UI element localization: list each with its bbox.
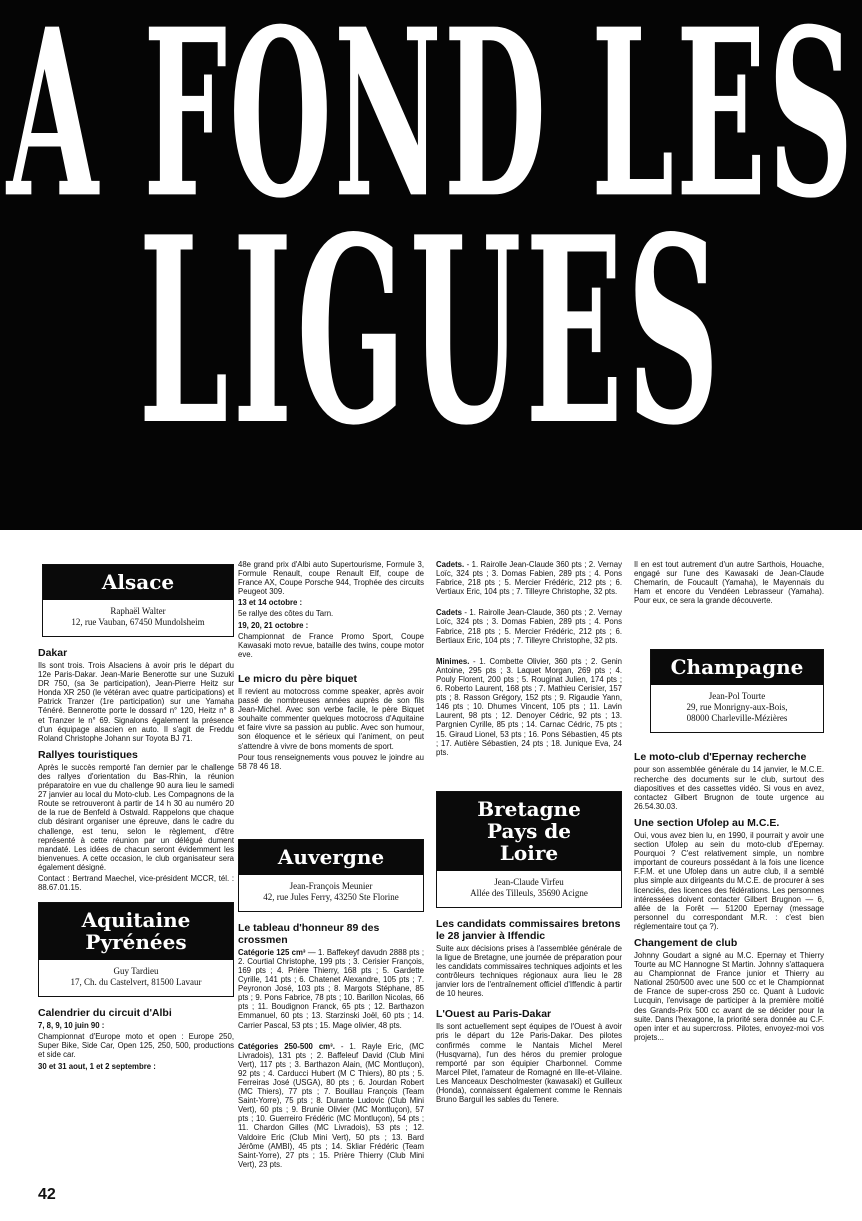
- contact-name: Jean-Claude Virfeu: [494, 876, 564, 887]
- column-2: [238, 560, 424, 1200]
- category-label: Catégorie 125 cm³: [238, 947, 306, 957]
- article-title: Rallyes touristiques: [38, 748, 138, 761]
- article-text: Oui, vous avez bien lu, en 1990, il pourrait y avoir une section Ufolep au sein du moto-club d'Epernay. Pourquoi ? C'est relativement simple, un nombre important de coureurs possédant à la fois une licence F.F.M. et une Ufolep dans un autre club, il a semblé plus simple aux dirigeants du M.C.E. de procurer à ses licenciés, des licences des fédérations. Les personnes intéressées doivent contacter Gilbert Brugnon — 6, allée de la Forêt — 51200 Epernay (message personnel du correspondant M.R. : c'est bien réglementaire tout ça ?).: [634, 830, 824, 931]
- category-label: Minimes.: [436, 656, 470, 666]
- article-title: Le tableau d'honneur 89 des crossmen: [238, 921, 380, 946]
- article-title: Dakar: [38, 647, 68, 659]
- calendar-date: 13 et 14 octobre :: [238, 598, 303, 608]
- calendar-text: 48e grand prix d'Albi auto Supertourisme, Formule 3, Formule Renault, coupe Renault Elf, coupe de France AX, Coupe Porsche 944, Trophée des circuits Peugeot 309.: [238, 560, 424, 597]
- ranking-text: [436, 560, 622, 596]
- column-1: [38, 560, 234, 1200]
- contact-address: 12, rue Vauban, 67450 Mundolsheim: [71, 617, 205, 627]
- article-title: Le moto-club d'Epernay recherche: [634, 751, 807, 764]
- category-label: Cadets.: [436, 560, 465, 569]
- article-text: pour son assemblée générale du 14 janvier, le M.C.E. recherche des documents sur le club, surtout des diapositives et des cassettes vidéo. Si vous en avez, contactez Gilbert Brugnon de toute urgence au 26.54.30.03.: [634, 765, 824, 811]
- contact-address: Allée des Tilleuls, 35690 Acigne: [470, 887, 588, 898]
- calendar-date: 19, 20, 21 octobre :: [238, 620, 309, 630]
- article-title: L'Ouest au Paris-Dakar: [436, 1008, 552, 1021]
- ranking-text: [436, 657, 622, 757]
- article-text: Après le succès remporté l'an dernier par le challenge des rallyes d'orientation du Bas-Rhin, la réunion préparatoire en vue du challenge 90 aura lieu le samedi 27 janvier au local du Moto-club. Les Compagnons de la Route se retrouveront à partir de 14 h 30 au numéro 20 de la rue de Benfeld à Ostwald. Rappelons que chaque club désirant organiser une épreuve, dans le cadre du challenge, est tenu, selon le règlement, d'être représenté à cette réunion par un délégué dument mandaté. Les idées de chacun seront évidemment les bienvenues. A cette occasion, le club organisateur sera également désigné.: [38, 762, 234, 872]
- article-text: Ils sont trois. Trois Alsaciens à avoir pris le départ du 12e Paris-Dakar. Jean-Marie Benerotte sur une Suzuki DR 750, (sa 3e participation), Jean-Pierre Heitz sur Honda XR 250 (le vétéran avec quatre participations) et Patrick Tranzer (1re participation) sur une Yamaha Ténéré. Bennerotte porte le dossard n° 120, Heitz n° 8 et Tranzer le n° 69. Signalons également la présence d'un équipage alsacien en auto. Il s'agit de Freddu Roland Christophe Johann sur Toyota BJ 71.: [38, 661, 234, 743]
- region-heading-bretagne: Bretagne Pays de Loire: [437, 792, 621, 871]
- page-number: 42: [38, 1186, 56, 1203]
- article-text: Il en est tout autrement d'un autre Sarthois, Houache, engagé sur l'une des Kawasaki de Jean-Claude Chemarin, de Foucault (Yamaha), le Mayennais du Ham et encore du Vendéen Lebrasseur (Yamaha). Pour eux, ce sera la grande découverte.: [634, 560, 824, 606]
- category-ranking: - 1. Combette Olivier, 360 pts ; 2. Genin Antoine, 295 pts ; 3. Laquet Morgan, 269 pts ; 4. Pouly Florent, 200 pts ; 5. Rouginat Julien, 174 pts ; 6. Roberto Laurent, 168 pts ; 7. Mathieu Cerisier, 157 pts ; 8. Rasson Grégory, 152 pts ; 9. Rigaudie Yann, 146 pts ; 10. Dhumes Vincent, 105 pts ; 11. Lavin Laurent, 98 pts ; 12. Denoyer Cédric, 92 pts ; 13. Pargnien Cyrille, 85 pts ; 14. Carnac Cédric, 75 pts ; 15. Giraud Lionel, 53 pts ; 16. Pons Sébastien, 45 pts ; 17. Autière Sébastien, 24 pts ; 18. Junique Eva, 24 pts.: [436, 656, 622, 757]
- ranking-text: [238, 948, 424, 1030]
- calendar-text: Championnat de France Promo Sport, Coupe Kawasaki moto revue, bataille des twins, coupe motor eve.: [238, 631, 424, 659]
- champagne-box: [650, 649, 824, 733]
- banner-title-line-2: LIGUES: [138, 183, 724, 483]
- banner-title-line-1: A FOND LES: [6, 0, 856, 250]
- champagne-contact: [651, 685, 823, 732]
- calendar-date: 30 et 31 aout, 1 et 2 septembre :: [38, 1061, 156, 1071]
- article-title: Une section Ufolep au M.C.E.: [634, 816, 780, 829]
- calendar-date: 7, 8, 9, 10 juin 90 :: [38, 1021, 105, 1031]
- article-title: Calendrier du circuit d'Albi: [38, 1007, 172, 1020]
- bretagne-box: [436, 791, 622, 908]
- article-text: Ils sont actuellement sept équipes de l'Ouest à avoir pris le départ du 12e Paris-Dakar. Des pilotes confirmés comme le Nantais Michel Merel (Husqvarna), l'un des héros du premier prologue remporté par son équipier Charbonnel. Comme Marcel Pilet, l'amateur de Romagné en Ille-et-Vilaine. Les Manceaux Descholmester (kawasaki) et Guilleux (Honda), connaissent également comme le Rennais Bruno Barguil les sables du Tenere.: [436, 1022, 622, 1105]
- article-text: Il revient au motocross comme speaker, après avoir passé de nombreuses années auprès de son fils Jean-Michel. Avec son verbe facile, le père Biquet souhaite commenter quelques motocross d'Aquitaine et faire vivre sa passion au public. Avec son humour, son éloquence et le sérieux qui l'animent, on peut s'attendre à vivre de bons moments de sport.: [238, 686, 424, 751]
- calendar-text: 5e rallye des côtes du Tarn.: [238, 609, 334, 619]
- article-title: Le micro du père biquet: [238, 672, 358, 685]
- article-title: Les candidats commissaires bretons le 28 janvier à Iffendic: [436, 917, 621, 942]
- region-heading-champagne: Champagne: [651, 650, 823, 685]
- category-ranking: - 1. Rairolle Jean-Claude, 360 pts ; 2. Vernay Loïc, 324 pts ; 3. Domas Fabien, 289 pts ; 4. Pons Fabrice, 218 pts ; 5. Mercier Frédéric, 212 pts ; 6. Bertiaux Eric, 104 pts ; 7. Tilleyre Christophe, 32 pts.: [436, 608, 622, 645]
- ranking-text: [238, 1042, 424, 1169]
- column-3: [436, 560, 622, 1200]
- bretagne-contact: [437, 871, 621, 907]
- contact-name: Jean-François Meunier: [289, 880, 373, 891]
- article-text: Johnny Goudart a signé au M.C. Epernay et Thierry Tourte au MC Hannogne St Martin. Johnny s'attaquera au Championnat de France junior et Thierry au National 250/500 avec une 500 cc et le Championnat de France de super-cross 250 cc. Quant à Ludovic Lucquin, l'envisage de participer à la première moitié des Grands-Prix 500 cc avant de se décider pour la suite. Dans l'hexagone, la priorité sera donnée au C.F. open inter et au supercross. Pilotes, envoyez-moi vos projets...: [634, 950, 824, 1042]
- category-label: Cadets: [436, 608, 462, 618]
- auvergne-box: [238, 839, 424, 912]
- article-text: Suite aux décisions prises à l'assemblée générale de la ligue de Bretagne, une journée de préparation pour les candidats commissaires techniques adjoints et les contrôleurs techniques régionaux aura lieu le 28 janvier lors de l'entraînement officiel d'Iffendic à partir de 10 heures.: [436, 943, 622, 999]
- region-heading-aquitaine: Aquitaine Pyrénées: [39, 903, 233, 960]
- title-banner: [0, 0, 862, 530]
- aquitaine-box: [38, 902, 234, 997]
- category-label: Catégories 250-500 cm³.: [238, 1041, 335, 1051]
- article-contact: Pour tous renseignements vous pouvez le joindre au 58 78 46 18.: [238, 752, 424, 771]
- contact-address: 42, rue Jules Ferry, 43250 Ste Florine: [263, 891, 399, 902]
- category-ranking: - 1. Rayle Eric, (MC Livradois), 131 pts ; 2. Baffeleuf David (Club Mini Vert), 117 pts ; 3. Barthazon Alain, (MC Montluçon), 92 pts ; 4. Carducci Hubert (M C Thiers), 80 pts ; 5. Ferreiras José (USGA), 80 pts ; 6. Jourdan Robert (MC Thiers), 77 pts ; 7. Bouillau François (Team Saint-Yorre), 75 pts ; 8. Durante Ludovic (Club Mini Vert), 60 pts ; 9. Brunie Olivier (MC Montluçon), 57 pts ; 10. Guerreiro Frédéric (MC Montluçon), 54 pts ; 11. Chardon Gilles (MC Livradois), 53 pts ; 12. Valdoire Eric (Club Mini Vert), 50 pts ; 13. Bard Jérôme (AMBI), 45 pts ; 14. Skliar Frédéric (Team Saint-Yorre), 27 pts ; 15. Prière Thierry (Club Mini Vert), 23 pts.: [238, 1041, 424, 1169]
- contact-address: 08000 Charleville-Mézières: [686, 713, 788, 724]
- contact-name: Raphaël Walter: [110, 606, 166, 616]
- region-heading-alsace: Alsace: [43, 565, 233, 600]
- contact-address: 29, rue Monrigny-aux-Bois,: [686, 702, 788, 713]
- region-heading-auvergne: Auvergne: [239, 840, 423, 875]
- contact-name: Jean-Pol Tourte: [708, 691, 766, 702]
- aquitaine-contact: [39, 960, 233, 996]
- category-ranking: — 1. Baffekeyf davudn 2888 pts ; 2. Courtial Christophe, 199 pts ; 3. Cerisier François, 169 pts ; 4. Prière Thierry, 168 pts ; 5. Gardette Cyrille, 141 pts ; 6. Chatenet Alexandre, 105 pts ; 7. Peyronon José, 103 pts ; 8. Margots Stéphane, 85 pts ; 9. Pons Fabrice, 78 pts ; 10. Barillon Nicolas, 66 pts ; 11. Boudignon Franck, 65 pts ; 12. Barthazon Emmanuel, 60 pts ; 13. Starzinski Joël, 60 pts ; 14. Carrier Pascal, 53 pts ; 15. Mage olivier, 48 pts.: [238, 947, 424, 1030]
- calendar-text: Championnat d'Europe moto et open : Europe 250, Super Bike, Side Car, Open 125, 250, 500, productions et side car.: [38, 1032, 234, 1060]
- article-contact: Contact : Bertrand Maechel, vice-président MCCR, tél. : 88.67.01.15.: [38, 873, 234, 893]
- alsace-contact: [43, 600, 233, 636]
- category-ranking: - 1. Rairolle Jean-Claude 360 pts ; 2. Vernay Loïc, 324 pts ; 3. Domas Fabien, 289 pts ; 4. Pons Fabrice, 218 pts ; 5. Mercier Frédéric, 212 pts ; 6. Vertiaux Eric, 104 pts ; 7. Tilleyre Christophe, 32 pts.: [436, 560, 622, 597]
- article-title: Changement de club: [634, 936, 738, 949]
- contact-name: Guy Tardieu: [113, 966, 159, 977]
- alsace-box: [42, 564, 234, 637]
- contact-address: 17, Ch. du Castelvert, 81500 Lavaur: [70, 977, 202, 988]
- ranking-text: [436, 608, 622, 644]
- auvergne-contact: [239, 875, 423, 911]
- column-4: [634, 560, 824, 1200]
